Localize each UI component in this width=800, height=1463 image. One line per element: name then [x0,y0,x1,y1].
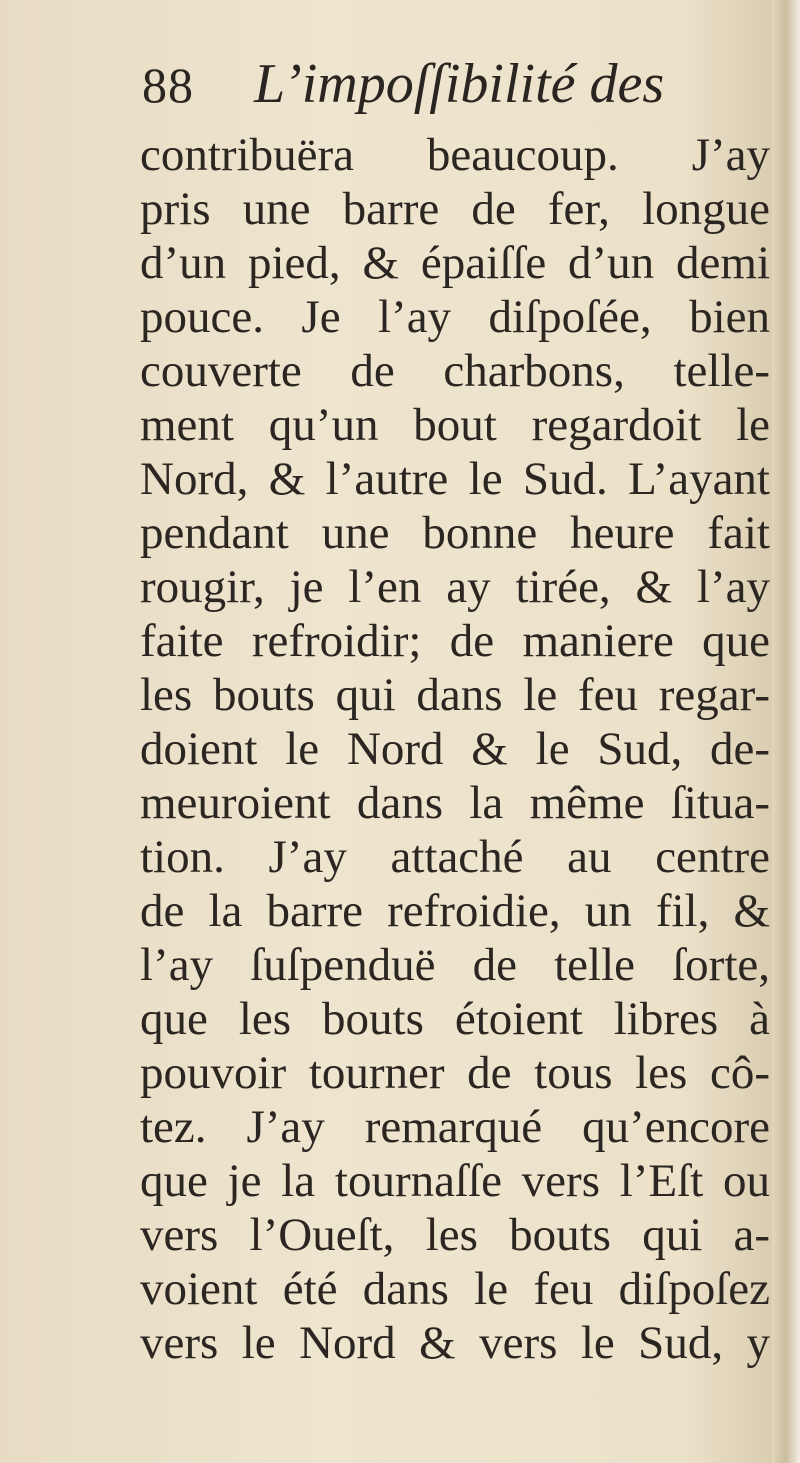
text-line: pouvoir tourner de tous les cô- [140,1047,770,1099]
text-line: ment qu’un bout regardoit le [140,399,770,451]
text-line: doient le Nord & le Sud, de- [140,723,770,775]
text-line: pouce. Je l’ay diſpoſée, bien [140,291,770,343]
text-line: rougir, je l’en ay tirée, & l’ay [140,561,770,613]
text-line: d’un pied, & épaiſſe d’un demi [140,237,770,289]
text-line: voient été dans le feu diſpoſez [140,1263,770,1315]
text-line: couverte de charbons, telle- [140,345,770,397]
text-line: meuroient dans la même ſitua- [140,777,770,829]
running-title: L’impoſſibilité des [254,53,665,115]
text-line: que les bouts étoient libres à [140,993,770,1045]
text-line: pris une barre de fer, longue [140,183,770,235]
page-number: 88 [142,57,194,113]
body-text [140,128,770,1370]
text-line: vers l’Oueſt, les bouts qui a- [140,1209,770,1261]
text-line: contribuëra beaucoup. J’ay [140,129,770,181]
text-line: tez. J’ay remarqué qu’encore [140,1101,770,1153]
text-line: que je la tournaſſe vers l’Eſt ou [140,1155,770,1207]
text-line: Nord, & l’autre le Sud. L’ayant [140,453,770,505]
text-line: tion. J’ay attaché au centre [140,831,770,883]
page-edge [772,0,800,1463]
text-line: pendant une bonne heure fait [140,507,770,559]
text-line: vers le Nord & vers le Sud, y [140,1317,770,1369]
text-line: faite refroidir; de maniere que [140,615,770,667]
text-line: l’ay ſuſpenduë de telle ſorte, [140,939,770,991]
text-line: les bouts qui dans le feu regar- [140,669,770,721]
text-line: de la barre refroidie, un fil, & [140,885,770,937]
